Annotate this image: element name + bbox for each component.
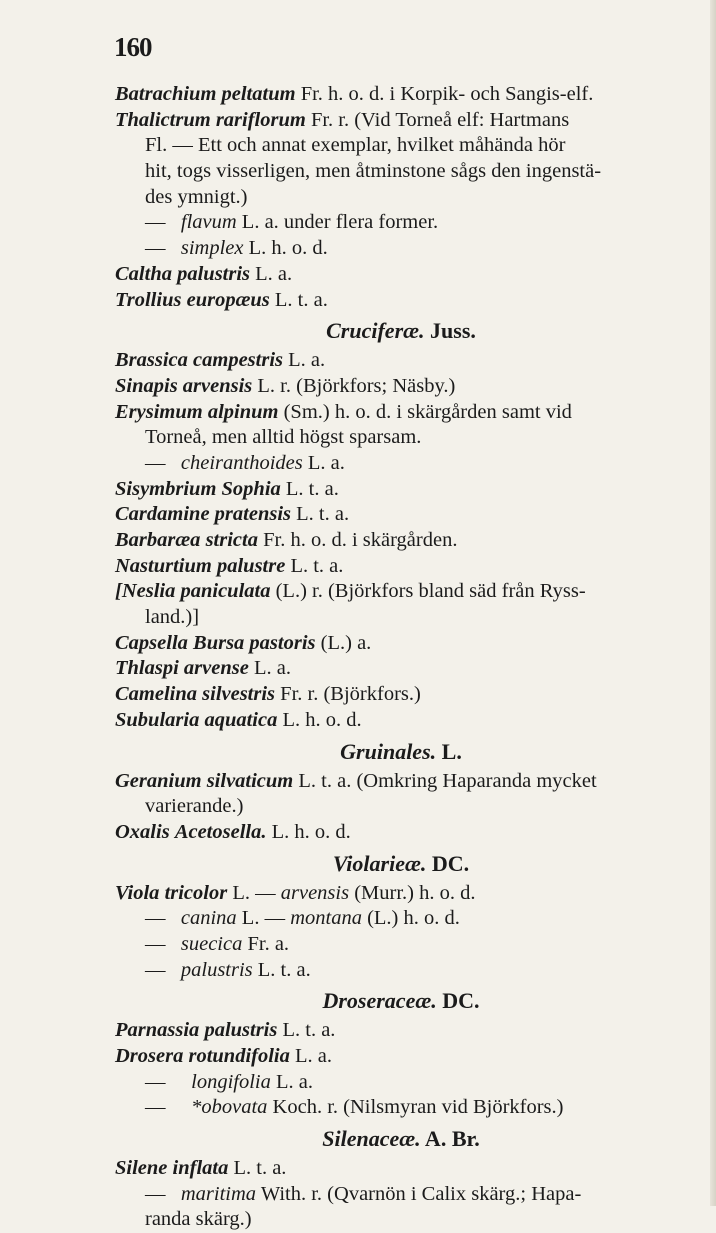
species-epithet: palustris: [177, 262, 251, 285]
family-heading: [115, 983, 687, 1018]
page-number: 160: [114, 32, 152, 62]
species-epithet: rariflorum: [215, 108, 306, 131]
genus-name: Subularia: [115, 708, 200, 731]
species-entry: [115, 1070, 687, 1096]
entry-details-secondary: (L.) h. o. d.: [361, 907, 460, 930]
entry-details: L. r. (Björkfors; Näsby.): [252, 374, 456, 397]
genus-name: Erysimum: [115, 400, 203, 423]
species-epithet: inflata: [172, 1157, 229, 1180]
entry-details: Fr. r. (Björkfors.): [275, 683, 421, 706]
species-entry: [115, 1156, 687, 1182]
entry-details-secondary: (Murr.) h. o. d.: [349, 881, 476, 904]
species-epithet: europæus: [186, 288, 270, 311]
species-entry: [115, 288, 687, 314]
entry-details: Fr. h. o. d. i skärgården.: [257, 529, 458, 551]
species-entry: [115, 554, 687, 580]
entry-details: (L.) r. (Björkfors bland säd från Ryss-: [270, 580, 586, 603]
species-entry: [115, 82, 687, 108]
family-heading: [115, 1121, 687, 1156]
genus-name: Thlaspi: [115, 657, 179, 680]
page-edge-shadow: [710, 0, 716, 1206]
entry-details: L. t. a.: [277, 1019, 336, 1042]
entry-details: Fr. h. o. d. i Korpik- och Sangis-elf.: [295, 83, 594, 105]
family-heading: [115, 846, 687, 881]
family-name: Gruinales.: [340, 738, 437, 764]
species-entry: [115, 906, 687, 932]
continuation-line: randa skärg.): [145, 1208, 252, 1231]
genus-name: Brassica: [115, 349, 188, 372]
species-entry: [115, 1095, 687, 1121]
species-entry: [115, 262, 687, 288]
genus-name: Drosera: [115, 1045, 184, 1067]
page-body: [115, 82, 687, 1233]
genus-name: Cardamine: [115, 503, 210, 526]
continuation-line: Torneå, men alltid högst sparsam.: [145, 426, 422, 449]
species-epithet: palustris: [180, 958, 253, 981]
continuation-line: Fl. — Ett och annat exemplar, hvilket måhända hör: [145, 134, 566, 157]
family-name: Cruciferæ.: [326, 318, 425, 344]
genus-name: Oxalis: [115, 820, 170, 843]
species-epithet: cheiranthoides: [180, 451, 303, 474]
genus-name: Thalictrum: [115, 108, 211, 131]
species-epithet: arvensis: [182, 374, 253, 397]
entry-details: L. t. a.: [285, 554, 344, 577]
species-epithet: silvestris: [202, 683, 276, 706]
genus-name: —: [145, 211, 166, 234]
separator: [166, 933, 176, 955]
genus-name: —: [145, 907, 166, 930]
entry-details: L. t. a.: [228, 1157, 287, 1180]
species-epithet: maritima: [180, 1182, 257, 1205]
separator: [166, 959, 176, 981]
entry-details: L. a.: [270, 1070, 313, 1093]
entry-details: L. a.: [302, 451, 345, 474]
species-epithet: campestris: [193, 349, 283, 372]
species-entry: [115, 374, 687, 400]
species-entry: [115, 451, 687, 477]
entry-details: L. t. a.: [252, 958, 311, 981]
family-heading: [115, 313, 687, 348]
separator: [166, 211, 176, 233]
species-entry: [115, 108, 687, 134]
species-entry: [115, 820, 687, 846]
species-entry: [115, 656, 687, 682]
species-entry: [115, 958, 687, 984]
entry-details: L. a. under flera former.: [236, 211, 439, 234]
entry-details: L. a.: [289, 1045, 332, 1067]
genus-name: —: [145, 958, 166, 981]
entry-details: Fr. a.: [242, 932, 290, 955]
species-entry: [115, 631, 687, 657]
species-epithet-secondary: arvensis: [280, 881, 350, 904]
species-entry: [115, 1182, 687, 1208]
entry-details: With. r. (Qvarnön i Calix skärg.; Hapa-: [256, 1182, 582, 1205]
species-epithet: Bursa pastoris: [193, 631, 316, 654]
separator: [166, 907, 176, 929]
species-entry: [115, 210, 687, 236]
separator: [166, 1183, 176, 1205]
entry-details: L. a.: [250, 262, 293, 285]
species-epithet: Acetosella.: [174, 820, 267, 843]
species-epithet: palustre: [216, 554, 286, 577]
continuation-line: varierande.): [145, 795, 244, 818]
family-name: Violarieæ.: [332, 850, 427, 876]
family-author: Juss.: [424, 318, 476, 344]
species-entry: [115, 579, 687, 605]
species-epithet: palustris: [204, 1019, 278, 1042]
genus-name: Sinapis: [115, 374, 178, 397]
genus-name: Nasturtium: [115, 554, 212, 577]
entry-details: L. a.: [248, 657, 291, 680]
separator: [166, 1096, 187, 1118]
entry-details: L. t. a.: [291, 503, 350, 526]
genus-name: Sisymbrium: [115, 477, 217, 500]
species-epithet: flavum: [180, 211, 237, 234]
entry-details: L. a.: [283, 349, 326, 372]
separator: [166, 237, 176, 259]
species-epithet: longifolia: [191, 1070, 271, 1093]
species-epithet: *obovata: [191, 1096, 268, 1119]
genus-name: Parnassia: [115, 1019, 200, 1042]
genus-name: —: [145, 1182, 166, 1205]
entry-details: L. h. o. d.: [243, 237, 328, 260]
species-entry: [115, 236, 687, 262]
entry-details: L. t. a.: [280, 477, 339, 500]
family-name: Droseraceæ.: [322, 988, 437, 1014]
entry-details: L. t. a. (Omkring Haparanda mycket: [293, 769, 597, 792]
genus-name: —: [145, 237, 166, 260]
species-epithet: canina: [180, 907, 237, 930]
entry-details: L. h. o. d.: [266, 820, 351, 843]
species-entry: [115, 769, 687, 795]
entry-details: L. —: [236, 907, 291, 930]
species-epithet: simplex: [180, 237, 244, 260]
genus-name: —: [145, 1070, 166, 1093]
family-author: DC.: [426, 850, 470, 876]
species-entry: [115, 348, 687, 374]
separator: [166, 452, 176, 474]
entry-details: L. —: [227, 881, 281, 904]
genus-name: Capsella: [115, 631, 188, 654]
species-epithet: silvaticum: [206, 769, 294, 792]
continuation-line: des ymnigt.): [145, 185, 248, 208]
continuation-line: land.)]: [145, 606, 200, 629]
species-entry: [115, 708, 687, 734]
continuation-line: hit, togs visserligen, men åtminstone sågs den ingenstä-: [145, 160, 602, 183]
species-epithet: paniculata: [180, 580, 271, 603]
entry-details: Fr. r. (Vid Torneå elf: Hartmans: [305, 108, 570, 131]
species-entry: [115, 1018, 687, 1044]
species-entry: [115, 400, 687, 426]
species-epithet: peltatum: [221, 83, 296, 105]
family-author: L.: [436, 738, 462, 764]
genus-name: Silene: [115, 1157, 168, 1180]
species-entry: [115, 881, 687, 907]
entry-details: (L.) a.: [315, 631, 372, 654]
entry-details: L. t. a.: [269, 288, 328, 311]
genus-name: [Neslia: [115, 580, 176, 603]
family-heading: [115, 734, 687, 769]
species-epithet: suecica: [180, 932, 243, 955]
genus-name: Barbaræa: [115, 529, 201, 551]
species-epithet: alpinum: [207, 400, 279, 423]
species-entry: [115, 682, 687, 708]
species-epithet: aquatica: [204, 708, 278, 731]
genus-name: Camelina: [115, 683, 198, 706]
genus-name: Viola: [115, 881, 160, 904]
species-epithet: Sophia: [221, 477, 281, 500]
species-entry: [115, 477, 687, 503]
species-epithet-secondary: montana: [290, 907, 362, 930]
species-entry: [115, 528, 687, 554]
separator: [166, 1071, 187, 1093]
entry-details: L. h. o. d.: [277, 708, 362, 731]
genus-name: Batrachium: [115, 83, 217, 105]
species-epithet: arvense: [183, 657, 249, 680]
genus-name: Caltha: [115, 262, 172, 285]
genus-name: —: [145, 1096, 166, 1119]
genus-name: Trollius: [115, 288, 182, 311]
species-epithet: stricta: [205, 529, 258, 551]
species-entry: [115, 932, 687, 958]
family-author: A. Br.: [420, 1126, 480, 1152]
family-name: Silenaceæ.: [322, 1126, 421, 1152]
species-epithet: pratensis: [214, 503, 291, 526]
species-epithet: rotundifolia: [188, 1045, 290, 1067]
species-entry: [115, 1044, 687, 1070]
entry-details: Koch. r. (Nilsmyran vid Björkfors.): [267, 1096, 564, 1119]
family-author: DC.: [436, 988, 480, 1014]
genus-name: Geranium: [115, 769, 202, 792]
genus-name: —: [145, 451, 166, 474]
species-epithet: tricolor: [164, 881, 228, 904]
entry-details: (Sm.) h. o. d. i skärgården samt vid: [278, 400, 572, 423]
genus-name: —: [145, 932, 166, 955]
species-entry: [115, 502, 687, 528]
